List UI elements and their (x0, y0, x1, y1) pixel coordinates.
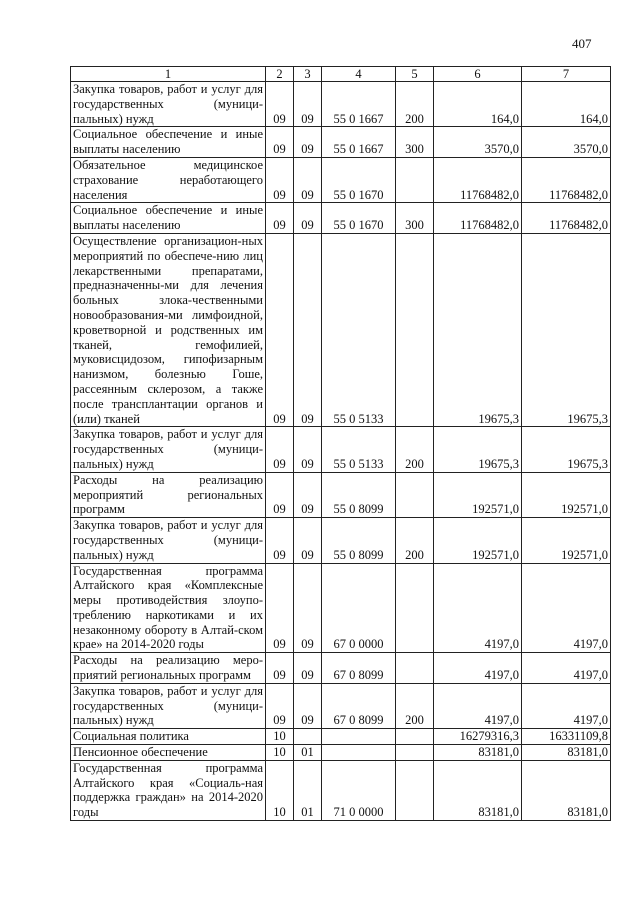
table-row (71, 745, 611, 761)
cell-sum-year-1: 16279316,3 (434, 729, 522, 745)
cell-name: Обязательное медицинское страхование неработающего населения (71, 157, 266, 202)
table-row (71, 653, 611, 684)
cell-expense-type: 200 (396, 82, 434, 127)
cell-section: 10 (266, 745, 294, 761)
cell-sum-year-1: 83181,0 (434, 760, 522, 820)
cell-target-article: 71 0 0000 (322, 760, 396, 820)
cell-subsection: 09 (294, 127, 322, 158)
cell-name: Пенсионное обеспечение (71, 745, 266, 761)
cell-sum-year-2: 19675,3 (522, 427, 611, 472)
cell-target-article: 55 0 5133 (322, 233, 396, 426)
cell-target-article: 55 0 1667 (322, 82, 396, 127)
table-row (71, 127, 611, 158)
table-row (71, 518, 611, 563)
cell-subsection: 09 (294, 203, 322, 234)
cell-target-article: 67 0 8099 (322, 653, 396, 684)
cell-subsection: 01 (294, 745, 322, 761)
cell-sum-year-2: 83181,0 (522, 745, 611, 761)
cell-subsection: 09 (294, 82, 322, 127)
header-col-5: 5 (396, 67, 434, 82)
cell-expense-type (396, 653, 434, 684)
cell-sum-year-2: 192571,0 (522, 518, 611, 563)
cell-sum-year-2: 83181,0 (522, 760, 611, 820)
cell-name: Закупка товаров, работ и услуг для государственных (муници-пальных) нужд (71, 518, 266, 563)
cell-sum-year-2: 19675,3 (522, 233, 611, 426)
table-row (71, 563, 611, 653)
cell-section: 10 (266, 760, 294, 820)
cell-subsection (294, 729, 322, 745)
cell-subsection: 01 (294, 760, 322, 820)
cell-section: 09 (266, 127, 294, 158)
header-col-2: 2 (266, 67, 294, 82)
cell-sum-year-2: 16331109,8 (522, 729, 611, 745)
cell-sum-year-2: 4197,0 (522, 563, 611, 653)
cell-name: Государственная программа Алтайского края «Социаль-ная поддержка граждан» на 2014-2020 годы (71, 760, 266, 820)
header-col-3: 3 (294, 67, 322, 82)
cell-subsection: 09 (294, 157, 322, 202)
cell-expense-type (396, 745, 434, 761)
cell-target-article: 55 0 1667 (322, 127, 396, 158)
cell-target-article: 55 0 8099 (322, 518, 396, 563)
cell-expense-type (396, 760, 434, 820)
cell-name: Социальное обеспечение и иные выплаты населению (71, 127, 266, 158)
table-row (71, 683, 611, 728)
cell-expense-type: 200 (396, 683, 434, 728)
cell-section: 09 (266, 683, 294, 728)
table-row (71, 233, 611, 426)
table-row (71, 427, 611, 472)
cell-sum-year-1: 4197,0 (434, 683, 522, 728)
table-body (71, 82, 611, 821)
cell-target-article: 55 0 8099 (322, 472, 396, 517)
cell-section: 09 (266, 82, 294, 127)
cell-sum-year-1: 192571,0 (434, 518, 522, 563)
cell-section: 09 (266, 518, 294, 563)
table-row (71, 729, 611, 745)
cell-sum-year-2: 4197,0 (522, 683, 611, 728)
cell-expense-type: 200 (396, 427, 434, 472)
cell-sum-year-1: 11768482,0 (434, 203, 522, 234)
cell-sum-year-1: 3570,0 (434, 127, 522, 158)
cell-sum-year-2: 164,0 (522, 82, 611, 127)
cell-expense-type: 300 (396, 127, 434, 158)
cell-subsection: 09 (294, 518, 322, 563)
page-number: 407 (572, 36, 592, 51)
cell-sum-year-1: 83181,0 (434, 745, 522, 761)
cell-expense-type (396, 233, 434, 426)
header-col-7: 7 (522, 67, 611, 82)
cell-sum-year-2: 3570,0 (522, 127, 611, 158)
header-col-6: 6 (434, 67, 522, 82)
table-row (71, 157, 611, 202)
cell-section: 09 (266, 157, 294, 202)
cell-subsection: 09 (294, 563, 322, 653)
cell-name: Осуществление организацион-ных мероприятий по обеспече-нию лиц лекарственными препаратами, предназначенны-ми для лечения больных злока-чественными новообразования-ми лимфоидной, кроветворной и родственных им тканей, гемофилией, муковисцидозом, гипофизарным нанизмом, болезнью Гоше, рассеянным склерозом, а также после трансплантации органов и (или) тканей (71, 233, 266, 426)
cell-sum-year-1: 4197,0 (434, 563, 522, 653)
cell-subsection: 09 (294, 472, 322, 517)
cell-name: Социальное обеспечение и иные выплаты населению (71, 203, 266, 234)
cell-expense-type: 200 (396, 518, 434, 563)
table-row (71, 203, 611, 234)
cell-sum-year-1: 19675,3 (434, 427, 522, 472)
cell-expense-type: 300 (396, 203, 434, 234)
cell-target-article: 55 0 5133 (322, 427, 396, 472)
cell-expense-type (396, 563, 434, 653)
cell-target-article (322, 745, 396, 761)
header-col-4: 4 (322, 67, 396, 82)
cell-name: Расходы на реализацию меро-приятий региональных программ (71, 653, 266, 684)
cell-subsection: 09 (294, 427, 322, 472)
table-row (71, 472, 611, 517)
cell-target-article: 55 0 1670 (322, 157, 396, 202)
cell-name: Закупка товаров, работ и услуг для государственных (муници-пальных) нужд (71, 427, 266, 472)
cell-target-article: 67 0 0000 (322, 563, 396, 653)
cell-sum-year-2: 11768482,0 (522, 203, 611, 234)
cell-section: 09 (266, 427, 294, 472)
cell-section: 09 (266, 203, 294, 234)
cell-sum-year-2: 192571,0 (522, 472, 611, 517)
cell-sum-year-2: 11768482,0 (522, 157, 611, 202)
table-row (71, 82, 611, 127)
cell-name: Государственная программа Алтайского края «Комплексные меры противодействия злоупо-треблению наркотиками и их незаконному обороту в Алтай-ском крае» на 2014-2020 годы (71, 563, 266, 653)
cell-section: 09 (266, 233, 294, 426)
cell-target-article: 55 0 1670 (322, 203, 396, 234)
cell-subsection: 09 (294, 683, 322, 728)
budget-table (70, 66, 611, 821)
cell-section: 09 (266, 653, 294, 684)
table-header-row (71, 67, 611, 82)
cell-sum-year-1: 164,0 (434, 82, 522, 127)
cell-subsection: 09 (294, 653, 322, 684)
header-col-1: 1 (71, 67, 266, 82)
cell-name: Закупка товаров, работ и услуг для государственных (муници-пальных) нужд (71, 82, 266, 127)
cell-expense-type (396, 157, 434, 202)
cell-sum-year-1: 11768482,0 (434, 157, 522, 202)
cell-sum-year-1: 192571,0 (434, 472, 522, 517)
cell-sum-year-1: 4197,0 (434, 653, 522, 684)
cell-sum-year-1: 19675,3 (434, 233, 522, 426)
cell-expense-type (396, 729, 434, 745)
cell-target-article (322, 729, 396, 745)
cell-name: Расходы на реализацию мероприятий региональных программ (71, 472, 266, 517)
table-row (71, 760, 611, 820)
cell-target-article: 67 0 8099 (322, 683, 396, 728)
cell-name: Закупка товаров, работ и услуг для государственных (муници-пальных) нужд (71, 683, 266, 728)
cell-subsection: 09 (294, 233, 322, 426)
cell-expense-type (396, 472, 434, 517)
cell-section: 10 (266, 729, 294, 745)
cell-section: 09 (266, 472, 294, 517)
cell-name: Социальная политика (71, 729, 266, 745)
cell-section: 09 (266, 563, 294, 653)
cell-sum-year-2: 4197,0 (522, 653, 611, 684)
